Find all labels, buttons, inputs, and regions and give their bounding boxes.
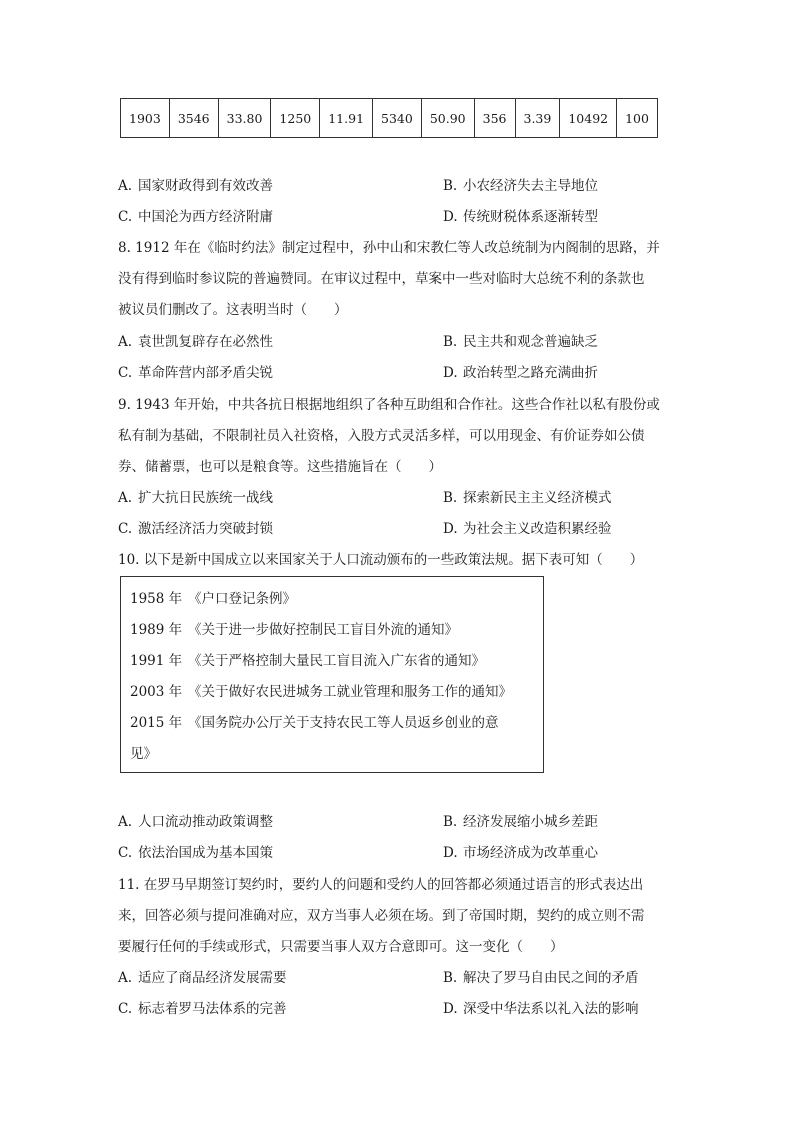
table-cell: 1903 bbox=[121, 99, 170, 138]
q7-option-d[interactable]: D. 传统财税体系逐渐转型 bbox=[443, 209, 598, 225]
q7-options-row-2 bbox=[118, 206, 678, 228]
table-cell: 3.39 bbox=[515, 99, 560, 138]
q11-options-row-2 bbox=[118, 998, 678, 1020]
table-cell: 11.91 bbox=[320, 99, 373, 138]
policy-year: 1989 年 bbox=[130, 622, 183, 638]
policy-year: 1958 年 bbox=[130, 591, 183, 607]
table-row bbox=[121, 99, 658, 138]
q11-options-row-1 bbox=[118, 967, 678, 989]
q7-option-c[interactable]: C. 中国沦为西方经济附庸 bbox=[118, 209, 273, 225]
q10-stem: 10. 以下是新中国成立以来国家关于人口流动颁布的一些政策法规。据下表可知（ ） bbox=[118, 552, 644, 568]
q9-options-row-1 bbox=[118, 487, 678, 509]
q8-stem-line-1: 8. 1912 年在《临时约法》制定过程中，孙中山和宋教仁等人改总统制为内阁制的思路，并 bbox=[118, 240, 660, 256]
table-cell: 3546 bbox=[169, 99, 218, 138]
table-cell: 33.80 bbox=[218, 99, 271, 138]
q9-option-c[interactable]: C. 激活经济活力突破封锁 bbox=[118, 521, 273, 537]
q11-option-d[interactable]: D. 深受中华法系以礼入法的影响 bbox=[443, 1001, 639, 1017]
q10-option-d[interactable]: D. 市场经济成为改革重心 bbox=[443, 845, 598, 861]
policy-row bbox=[130, 619, 458, 641]
q7-option-b[interactable]: B. 小农经济失去主导地位 bbox=[443, 178, 598, 194]
table-cell: 50.90 bbox=[421, 99, 474, 138]
q8-option-c[interactable]: C. 革命阵营内部矛盾尖锐 bbox=[118, 365, 273, 381]
policy-title: 《户口登记条例》 bbox=[188, 591, 296, 607]
q11-option-c[interactable]: C. 标志着罗马法体系的完善 bbox=[118, 1001, 287, 1017]
policy-title: 《关于严格控制大量民工盲目流入广东省的通知》 bbox=[188, 653, 485, 669]
q10-option-a[interactable]: A. 人口流动推动政策调整 bbox=[118, 814, 273, 830]
q8-options-row-2 bbox=[118, 362, 678, 384]
q9-stem-line-3: 券、储蓄票，也可以是粮食等。这些措施旨在（ ） bbox=[118, 459, 442, 475]
q11-stem-line-1: 11. 在罗马早期签订契约时，要约人的问题和受约人的回答都必须通过语言的形式表达出 bbox=[118, 877, 644, 893]
policy-year: 2003 年 bbox=[130, 684, 183, 700]
q8-option-b[interactable]: B. 民主共和观念普遍缺乏 bbox=[443, 334, 598, 350]
q10-option-b[interactable]: B. 经济发展缩小城乡差距 bbox=[443, 814, 598, 830]
q7-option-a[interactable]: A. 国家财政得到有效改善 bbox=[118, 178, 273, 194]
q7-options-row-1 bbox=[118, 175, 678, 197]
q11-stem-line-3: 要履行任何的手续或形式，只需要当事人双方合意即可。这一变化（ ） bbox=[118, 939, 564, 955]
q9-option-a[interactable]: A. 扩大抗日民族统一战线 bbox=[118, 490, 273, 506]
q11-option-a[interactable]: A. 适应了商品经济发展需要 bbox=[118, 970, 287, 986]
q8-stem-line-3: 被议员们删改了。这表明当时（ ） bbox=[118, 302, 348, 318]
q8-options-row-1 bbox=[118, 331, 678, 353]
policy-title-continuation: 见》 bbox=[130, 746, 157, 762]
policy-title: 《关于做好农民进城务工就业管理和服务工作的通知》 bbox=[188, 684, 512, 700]
policy-title: 《国务院办公厅关于支持农民工等人员返乡创业的意 bbox=[188, 715, 499, 731]
policy-title: 《关于进一步做好控制民工盲目外流的通知》 bbox=[188, 622, 458, 638]
q9-stem-line-2: 私有制为基础，不限制社员入社资格，入股方式灵活多样，可以用现金、有价证券如公债 bbox=[118, 428, 645, 444]
q10-options-row-1 bbox=[118, 811, 678, 833]
data-table bbox=[120, 98, 658, 138]
table-cell: 1250 bbox=[271, 99, 320, 138]
table-cell: 100 bbox=[617, 99, 658, 138]
table-cell: 10492 bbox=[560, 99, 617, 138]
policy-year: 2015 年 bbox=[130, 715, 183, 731]
q10-option-c[interactable]: C. 依法治国成为基本国策 bbox=[118, 845, 273, 861]
policy-row bbox=[130, 712, 499, 734]
table-cell: 5340 bbox=[373, 99, 422, 138]
q8-stem-line-2: 没有得到临时参议院的普遍赞同。在审议过程中，草案中一些对临时大总统不利的条款也 bbox=[118, 271, 645, 287]
q9-option-b[interactable]: B. 探索新民主主义经济模式 bbox=[443, 490, 612, 506]
policy-row bbox=[130, 650, 485, 672]
q9-stem-line-1: 9. 1943 年开始，中共各抗日根据地组织了各种互助组和合作社。这些合作社以私有股份或 bbox=[118, 397, 660, 413]
policy-year: 1991 年 bbox=[130, 653, 183, 669]
q8-option-a[interactable]: A. 袁世凯复辟存在必然性 bbox=[118, 334, 273, 350]
q11-stem-line-2: 来，回答必须与提问准确对应，双方当事人必须在场。到了帝国时期，契约的成立则不需 bbox=[118, 908, 645, 924]
table-cell: 356 bbox=[474, 99, 515, 138]
policy-row bbox=[130, 681, 512, 703]
policy-table bbox=[120, 576, 544, 773]
q10-options-row-2 bbox=[118, 842, 678, 864]
q9-options-row-2 bbox=[118, 518, 678, 540]
policy-row bbox=[130, 588, 296, 610]
q11-option-b[interactable]: B. 解决了罗马自由民之间的矛盾 bbox=[443, 970, 639, 986]
q9-option-d[interactable]: D. 为社会主义改造积累经验 bbox=[443, 521, 612, 537]
q8-option-d[interactable]: D. 政治转型之路充满曲折 bbox=[443, 365, 598, 381]
